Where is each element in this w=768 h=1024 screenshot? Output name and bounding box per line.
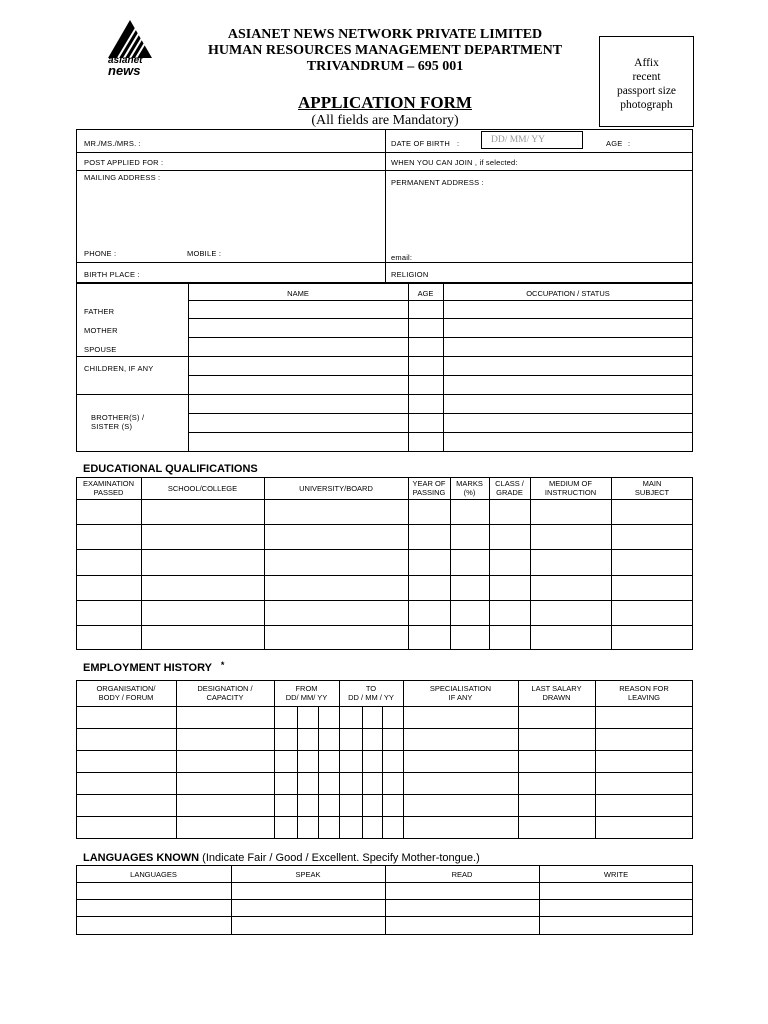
employment-title-text: EMPLOYMENT HISTORY <box>83 662 212 674</box>
mailing-address-field[interactable] <box>84 184 379 244</box>
form-subtitle: (All fields are Mandatory) <box>311 113 459 128</box>
company-logo <box>106 18 154 78</box>
religion-field[interactable] <box>435 265 688 280</box>
emp-header-designation: DESIGNATION / CAPACITY <box>197 684 253 702</box>
family-header-name: NAME <box>287 289 309 298</box>
company-name: ASIANET NEWS NETWORK PRIVATE LIMITED <box>227 27 543 42</box>
permanent-address-field[interactable] <box>391 190 688 245</box>
lang-header-languages: LANGUAGES <box>130 870 177 879</box>
phone-label: PHONE : <box>84 249 117 258</box>
family-header-age: AGE <box>417 289 434 298</box>
age-field[interactable] <box>636 132 688 150</box>
name-field[interactable] <box>160 132 380 150</box>
permanent-address-label: PERMANENT ADDRESS : <box>391 178 484 187</box>
age-colon: : <box>628 139 631 148</box>
form-title: APPLICATION FORM <box>298 93 472 112</box>
dob-field[interactable] <box>481 131 583 149</box>
post-applied-label: POST APPLIED FOR : <box>84 158 164 167</box>
family-row-spouse: SPOUSE <box>84 345 117 354</box>
lang-header-speak: SPEAK <box>295 870 321 879</box>
family-header-occupation: OCCUPATION / STATUS <box>526 289 610 298</box>
languages-section-title <box>83 852 480 864</box>
name-label: MR./MS./MRS. : <box>84 139 141 148</box>
emp-header-organisation: ORGANISATION/ BODY / FORUM <box>96 684 156 702</box>
edu-header-year: YEAR OF PASSING <box>412 479 446 497</box>
mobile-label: MOBILE : <box>187 249 222 258</box>
family-row-father: FATHER <box>84 307 115 316</box>
logo-mark-icon <box>106 18 154 58</box>
email-label: email: <box>391 253 413 262</box>
mobile-field[interactable] <box>225 246 380 260</box>
edu-header-university: UNIVERSITY/BOARD <box>299 484 373 493</box>
post-applied-field[interactable] <box>170 154 380 169</box>
dob-placeholder: DD/ MM/ YY <box>491 135 546 145</box>
edu-header-marks: MARKS (%) <box>456 479 483 497</box>
emp-header-to: TO DD / MM / YY <box>348 684 394 702</box>
emp-header-from: FROM DD/ MM/ YY <box>285 684 328 702</box>
join-date-label: WHEN YOU CAN JOIN , if selected: <box>391 158 518 167</box>
dob-colon: : <box>457 139 460 148</box>
photo-box-line2: recent <box>632 71 661 83</box>
languages-title-text: LANGUAGES KNOWN <box>83 852 200 864</box>
edu-header-class: CLASS / GRADE <box>495 479 524 497</box>
email-field[interactable] <box>418 248 688 261</box>
phone-field[interactable] <box>120 246 180 260</box>
emp-header-specialisation: SPECIALISATION IF ANY <box>429 684 492 702</box>
family-row-children: CHILDREN, IF ANY <box>84 364 154 373</box>
edu-header-exam: EXAMINATION PASSED <box>82 479 135 497</box>
emp-header-salary: LAST SALARY DRAWN <box>531 684 582 702</box>
family-row-siblings-line2: SISTER (S) <box>91 422 133 431</box>
dob-label: DATE OF BIRTH <box>391 139 450 148</box>
emp-header-reason: REASON FOR LEAVING <box>619 684 669 702</box>
lang-header-write: WRITE <box>603 870 629 879</box>
languages-note: (Indicate Fair / Good / Excellent. Specify Mother-tongue.) <box>202 852 480 864</box>
lang-header-read: READ <box>451 870 473 879</box>
religion-label: RELIGION <box>391 270 429 279</box>
photo-box-line4: photograph <box>620 99 673 111</box>
birth-place-label: BIRTH PLACE : <box>84 270 140 279</box>
department-name: HUMAN RESOURCES MANAGEMENT DEPARTMENT <box>207 43 563 58</box>
photo-box-line3: passport size <box>616 85 677 97</box>
age-label: AGE <box>606 139 623 148</box>
join-date-field[interactable] <box>520 154 688 169</box>
employment-section-title <box>83 662 224 674</box>
birth-place-field[interactable] <box>145 265 380 280</box>
photo-box-line1: Affix <box>634 57 659 69</box>
family-row-mother: MOTHER <box>84 326 118 335</box>
logo-text-news: news <box>108 63 141 78</box>
edu-header-subject: MAIN SUBJECT <box>634 479 670 497</box>
logo-text-asianet: asianet <box>108 55 143 66</box>
edu-header-school: SCHOOL/COLLEGE <box>167 484 238 493</box>
photo-box <box>599 36 694 127</box>
city-name: TRIVANDRUM – 695 001 <box>306 59 464 74</box>
education-section-title: EDUCATIONAL QUALIFICATIONS <box>83 463 258 475</box>
employment-asterisk: * <box>220 660 225 670</box>
mailing-address-label: MAILING ADDRESS : <box>84 173 161 182</box>
edu-header-medium: MEDIUM OF INSTRUCTION <box>544 479 597 497</box>
family-row-siblings-line1: BROTHER(S) / <box>91 413 145 422</box>
